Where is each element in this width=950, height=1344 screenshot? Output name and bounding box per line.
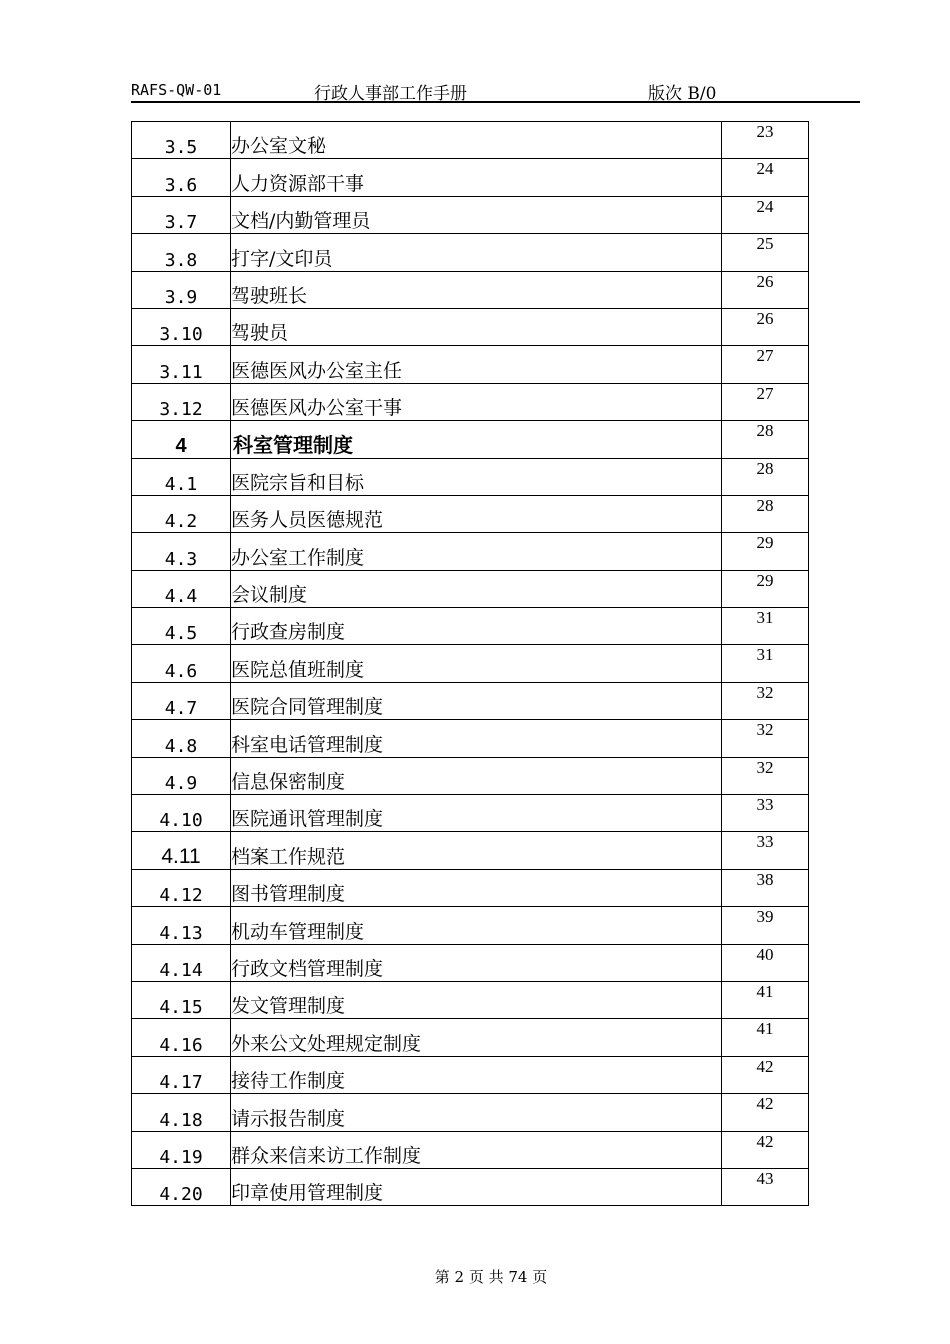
toc-entry-number: 4 <box>132 421 231 458</box>
toc-entry-page: 41 <box>722 981 809 1018</box>
toc-entry-number: 3.11 <box>132 346 231 383</box>
toc-entry-number: 4.13 <box>132 907 231 944</box>
toc-row <box>132 159 809 196</box>
toc-entry-page: 28 <box>722 421 809 458</box>
toc-row <box>132 570 809 607</box>
toc-row <box>132 346 809 383</box>
toc-row <box>132 869 809 906</box>
toc-row <box>132 981 809 1018</box>
toc-entry-page: 29 <box>722 570 809 607</box>
version-label: 版次 B/0 <box>648 84 717 104</box>
toc-entry-number: 3.6 <box>132 159 231 196</box>
toc-entry-number: 3.12 <box>132 383 231 420</box>
toc-entry-title: 医德医风办公室干事 <box>231 383 722 420</box>
toc-entry-number: 4.3 <box>132 533 231 570</box>
toc-entry-title: 办公室工作制度 <box>231 533 722 570</box>
toc-row <box>132 907 809 944</box>
toc-entry-title: 医德医风办公室主任 <box>231 346 722 383</box>
toc-entry-number: 3.8 <box>132 234 231 271</box>
toc-entry-page: 39 <box>722 907 809 944</box>
toc-row <box>132 944 809 981</box>
toc-entry-page: 42 <box>722 1056 809 1093</box>
toc-entry-title: 医院总值班制度 <box>231 645 722 682</box>
toc-entry-page: 41 <box>722 1019 809 1056</box>
toc-entry-number: 4.6 <box>132 645 231 682</box>
toc-entry-number: 4.16 <box>132 1019 231 1056</box>
toc-entry-number: 3.7 <box>132 196 231 233</box>
toc-entry-title: 驾驶员 <box>231 308 722 345</box>
toc-entry-title: 科室电话管理制度 <box>231 720 722 757</box>
toc-row <box>132 234 809 271</box>
toc-entry-title: 行政查房制度 <box>231 608 722 645</box>
toc-entry-page: 23 <box>722 122 809 159</box>
document-code: RAFS-QW-01 <box>131 81 222 99</box>
toc-entry-number: 3.10 <box>132 308 231 345</box>
toc-entry-title: 外来公文处理规定制度 <box>231 1019 722 1056</box>
toc-entry-number: 4.5 <box>132 608 231 645</box>
toc-entry-title: 办公室文秘 <box>231 122 722 159</box>
toc-row <box>132 795 809 832</box>
toc-row <box>132 608 809 645</box>
toc-entry-number: 4.2 <box>132 495 231 532</box>
toc-row <box>132 308 809 345</box>
toc-entry-title: 医院通讯管理制度 <box>231 795 722 832</box>
toc-entry-page: 32 <box>722 757 809 794</box>
toc-entry-title: 医务人员医德规范 <box>231 495 722 532</box>
toc-row <box>132 533 809 570</box>
toc-entry-title: 人力资源部干事 <box>231 159 722 196</box>
toc-entry-page: 38 <box>722 869 809 906</box>
toc-entry-page: 42 <box>722 1131 809 1168</box>
toc-entry-title: 机动车管理制度 <box>231 907 722 944</box>
toc-entry-title: 打字/文印员 <box>231 234 722 271</box>
toc-entry-page: 33 <box>722 795 809 832</box>
toc-entry-title: 驾驶班长 <box>231 271 722 308</box>
toc-entry-number: 4.10 <box>132 795 231 832</box>
toc-entry-page: 42 <box>722 1094 809 1131</box>
toc-row <box>132 421 809 458</box>
toc-entry-title: 接待工作制度 <box>231 1056 722 1093</box>
toc-entry-page: 32 <box>722 682 809 719</box>
toc-entry-page: 31 <box>722 645 809 682</box>
toc-entry-page: 29 <box>722 533 809 570</box>
toc-row <box>132 383 809 420</box>
toc-entry-title: 印章使用管理制度 <box>231 1168 722 1205</box>
toc-row <box>132 682 809 719</box>
toc-entry-title: 科室管理制度 <box>231 421 722 458</box>
toc-row <box>132 495 809 532</box>
toc-entry-number: 4.19 <box>132 1131 231 1168</box>
toc-entry-page: 28 <box>722 495 809 532</box>
toc-row <box>132 757 809 794</box>
toc-entry-title: 发文管理制度 <box>231 981 722 1018</box>
toc-entry-number: 4.7 <box>132 682 231 719</box>
toc-entry-number: 3.9 <box>132 271 231 308</box>
toc-entry-title: 信息保密制度 <box>231 757 722 794</box>
toc-entry-number: 4.1 <box>132 458 231 495</box>
toc-entry-page: 27 <box>722 346 809 383</box>
toc-entry-number: 4.8 <box>132 720 231 757</box>
toc-row <box>132 271 809 308</box>
toc-row <box>132 832 809 869</box>
toc-row <box>132 1056 809 1093</box>
page-header <box>131 76 860 103</box>
toc-entry-page: 26 <box>722 271 809 308</box>
toc-entry-page: 25 <box>722 234 809 271</box>
toc-entry-title: 会议制度 <box>231 570 722 607</box>
toc-row <box>132 1019 809 1056</box>
toc-entry-title: 行政文档管理制度 <box>231 944 722 981</box>
toc-row <box>132 1131 809 1168</box>
toc-entry-page: 27 <box>722 383 809 420</box>
toc-entry-number: 4.9 <box>132 757 231 794</box>
toc-entry-page: 24 <box>722 196 809 233</box>
toc-row <box>132 196 809 233</box>
toc-row <box>132 122 809 159</box>
toc-entry-title: 图书管理制度 <box>231 869 722 906</box>
toc-entry-number: 4.11 <box>132 832 231 869</box>
toc-row <box>132 720 809 757</box>
table-of-contents <box>131 121 809 1206</box>
toc-entry-page: 43 <box>722 1168 809 1205</box>
toc-entry-page: 31 <box>722 608 809 645</box>
toc-entry-page: 28 <box>722 458 809 495</box>
toc-entry-title: 文档/内勤管理员 <box>231 196 722 233</box>
toc-entry-title: 群众来信来访工作制度 <box>231 1131 722 1168</box>
toc-entry-page: 26 <box>722 308 809 345</box>
toc-entry-number: 4.12 <box>132 869 231 906</box>
manual-title: 行政人事部工作手册 <box>314 84 467 104</box>
toc-entry-page: 40 <box>722 944 809 981</box>
toc-entry-number: 4.17 <box>132 1056 231 1093</box>
toc-row <box>132 1168 809 1205</box>
toc-entry-page: 32 <box>722 720 809 757</box>
toc-entry-page: 33 <box>722 832 809 869</box>
toc-entry-number: 4.14 <box>132 944 231 981</box>
toc-entry-number: 4.15 <box>132 981 231 1018</box>
toc-entry-number: 4.18 <box>132 1094 231 1131</box>
toc-entry-title: 医院宗旨和目标 <box>231 458 722 495</box>
toc-entry-number: 4.4 <box>132 570 231 607</box>
toc-entry-page: 24 <box>722 159 809 196</box>
toc-row <box>132 645 809 682</box>
toc-entry-number: 4.20 <box>132 1168 231 1205</box>
page-footer: 第 2 页 共 74 页 <box>434 1268 548 1286</box>
toc-row <box>132 458 809 495</box>
toc-entry-title: 请示报告制度 <box>231 1094 722 1131</box>
toc-entry-number: 3.5 <box>132 122 231 159</box>
toc-row <box>132 1094 809 1131</box>
toc-entry-title: 医院合同管理制度 <box>231 682 722 719</box>
toc-entry-title: 档案工作规范 <box>231 832 722 869</box>
